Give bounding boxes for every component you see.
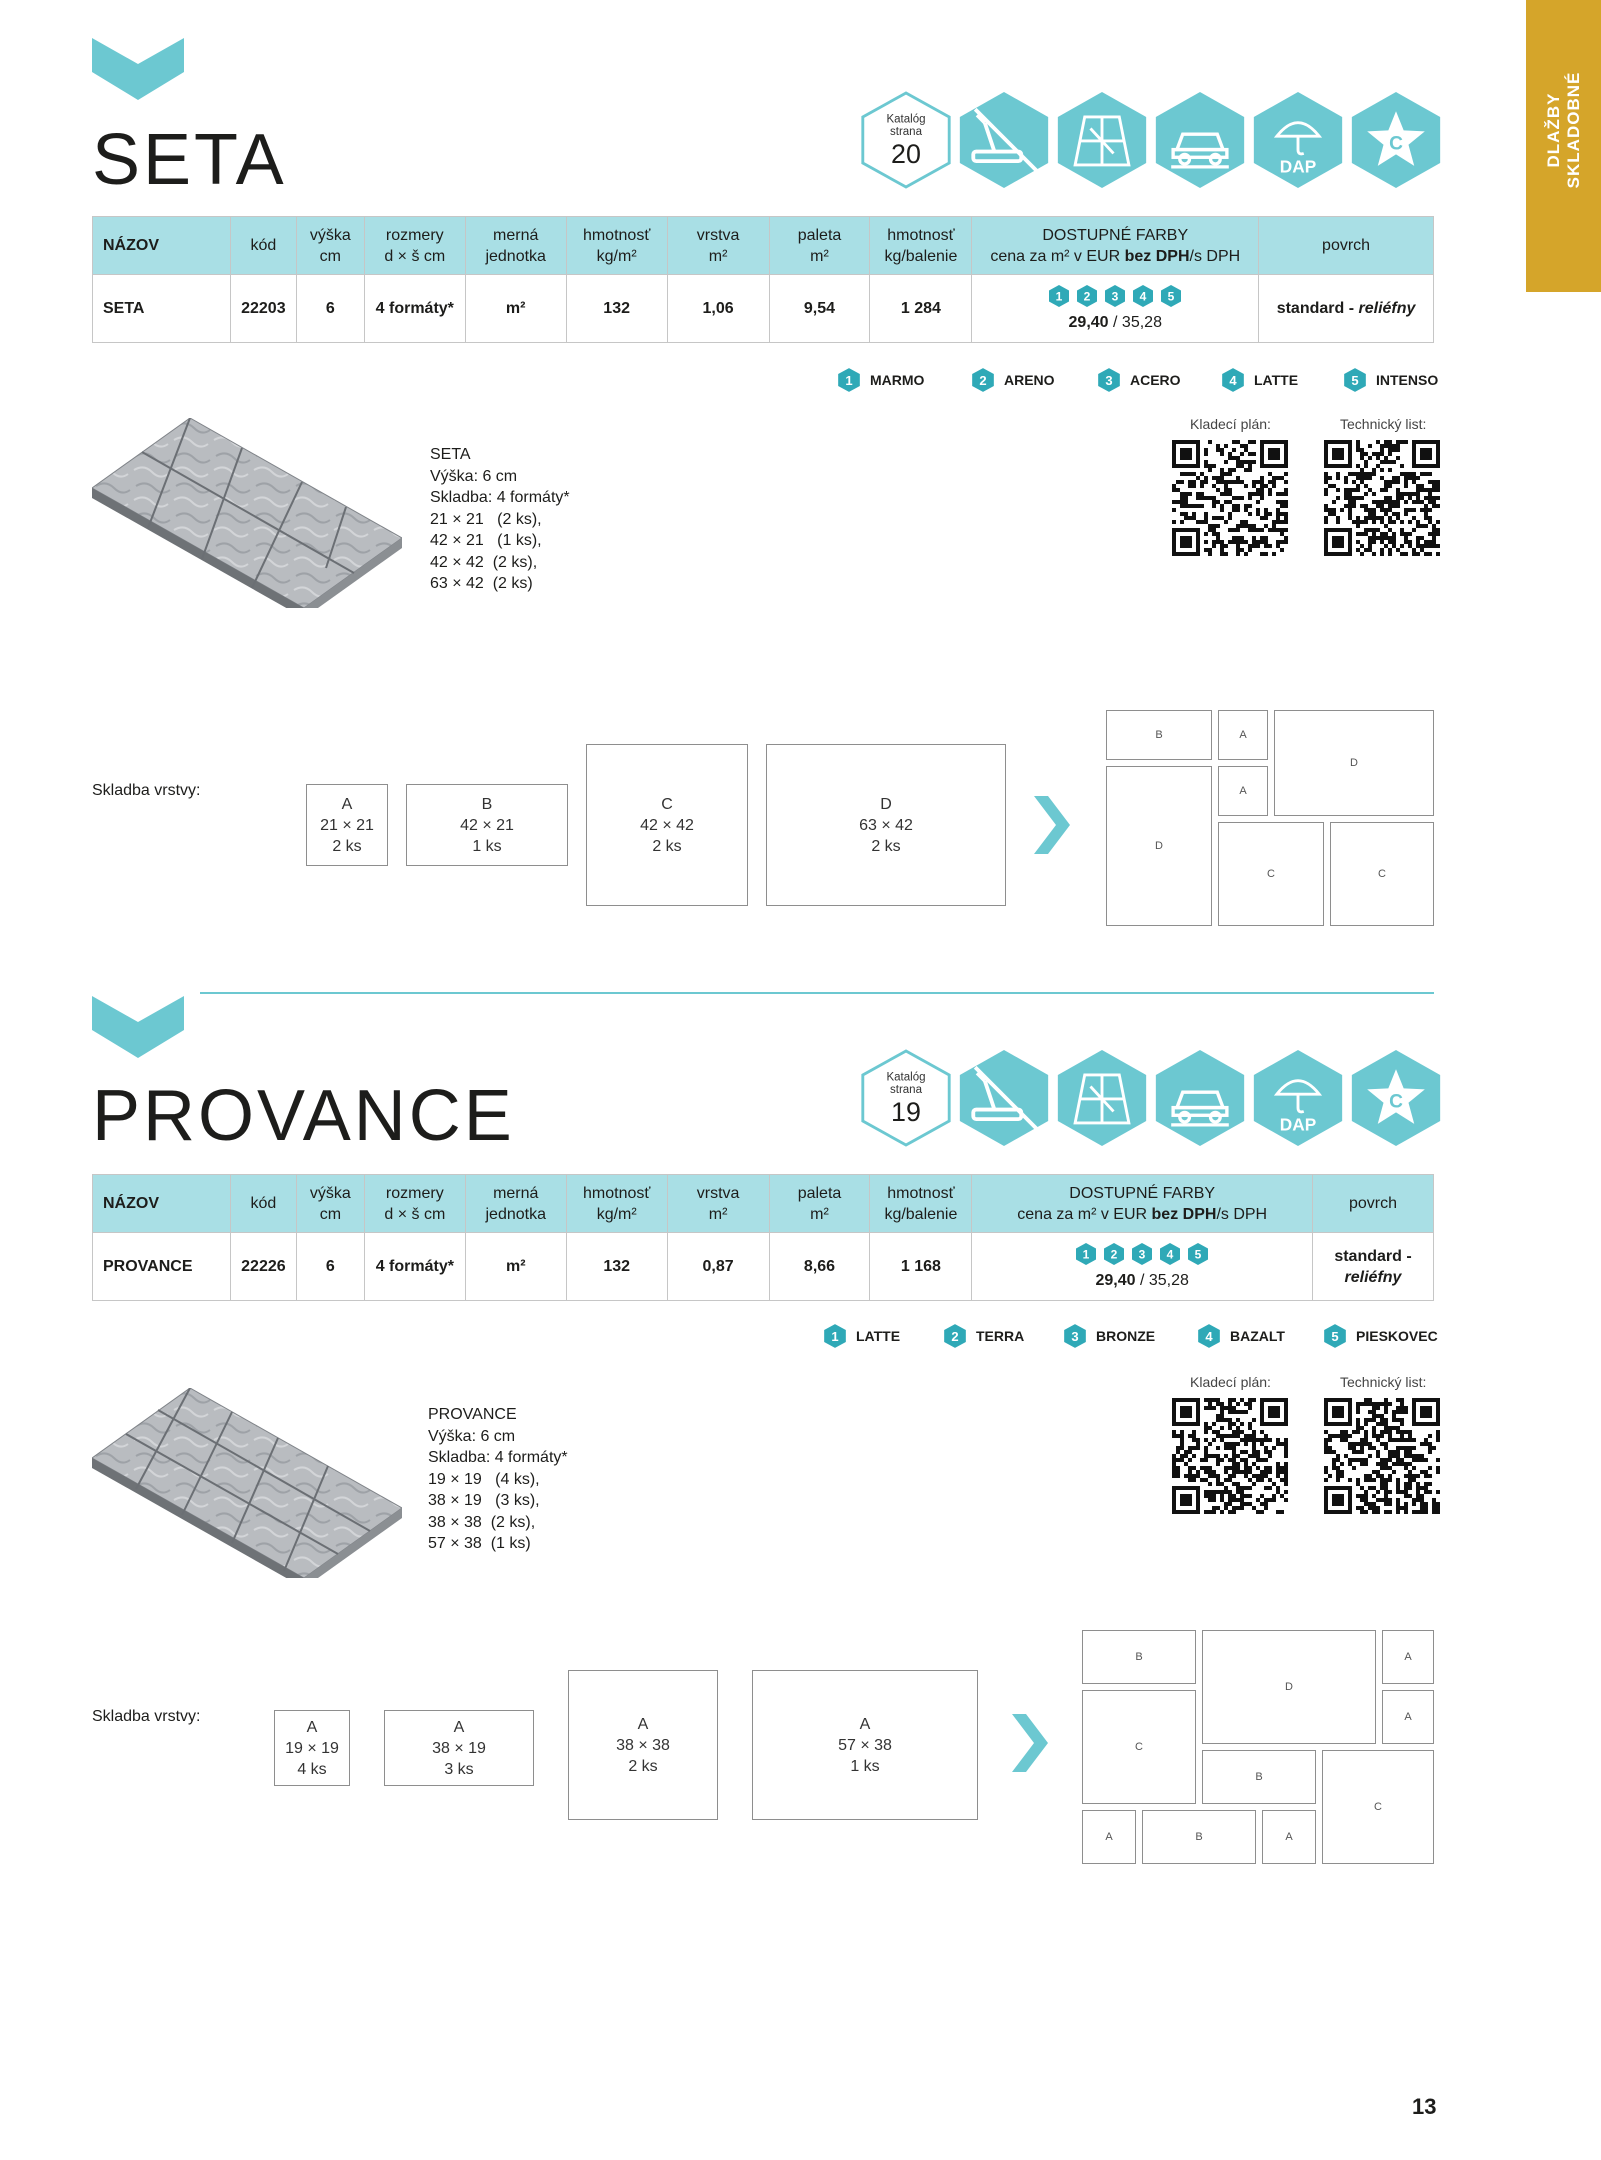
color-dot-4-icon xyxy=(1131,284,1155,308)
color-dots xyxy=(976,1242,1308,1266)
color-dot-5-icon xyxy=(1159,284,1183,308)
svg-text:C: C xyxy=(1389,1091,1403,1113)
product-title: PROVANCE xyxy=(92,1076,515,1156)
col-weight: hmotnosť kg/m² xyxy=(566,1175,667,1233)
svg-text:C: C xyxy=(1389,133,1403,155)
col-unit: merná jednotka xyxy=(465,1175,566,1233)
svg-text:1: 1 xyxy=(845,372,853,388)
pattern-tile: D xyxy=(1106,766,1212,926)
col-unit: merná jednotka xyxy=(465,217,566,275)
pavement-pattern-icon xyxy=(1054,1046,1150,1150)
col-name: NÁZOV xyxy=(93,217,231,275)
table-row: PROVANCE 22226 6 4 formáty* m² 132 0,87 8,66 1 168 1 2 3 4 5 29,40 / 35,28 standard - reliéfny xyxy=(93,1233,1434,1301)
svg-text:1: 1 xyxy=(831,1328,839,1344)
pattern-tile: C xyxy=(1082,1690,1196,1804)
legend-item: 3 BRONZE xyxy=(1062,1322,1155,1350)
skladba-label: Skladba vrstvy: xyxy=(92,782,201,799)
col-height: výška cm xyxy=(296,217,364,275)
pattern-tile: B xyxy=(1202,1750,1316,1804)
pattern-tile: B xyxy=(1142,1810,1256,1864)
c-star-icon xyxy=(1348,1046,1444,1150)
col-weight-pack: hmotnosť kg/balenie xyxy=(870,217,972,275)
chevron-down-icon xyxy=(92,996,184,1058)
format-box: C 42 × 42 2 ks xyxy=(586,744,748,906)
chevron-right-icon xyxy=(1012,1714,1048,1772)
dap-umbrella-icon xyxy=(1250,1046,1346,1150)
paving-stone-image xyxy=(92,418,402,608)
pattern-tile: C xyxy=(1330,822,1434,926)
svg-text:3: 3 xyxy=(1105,372,1113,388)
col-pallet: paleta m² xyxy=(769,1175,870,1233)
pattern-tile: B xyxy=(1082,1630,1196,1684)
surface-cell: standard - reliéfny xyxy=(1313,1233,1434,1301)
svg-text:2: 2 xyxy=(951,1328,959,1344)
paving-stone-image xyxy=(92,1388,402,1578)
feature-icons-row xyxy=(858,1046,1438,1150)
pattern-tile: D xyxy=(1202,1630,1376,1744)
svg-text:4: 4 xyxy=(1139,289,1147,304)
no-vibration-plate-icon xyxy=(956,1046,1052,1150)
legend-item: 2 TERRA xyxy=(942,1322,1024,1350)
svg-text:19: 19 xyxy=(891,1097,921,1128)
price-cell: 1 2 3 4 5 29,40 / 35,28 xyxy=(972,1233,1313,1301)
col-dims: rozmery d × š cm xyxy=(364,1175,465,1233)
col-height: výška cm xyxy=(296,1175,364,1233)
skladba-label: Skladba vrstvy: xyxy=(92,1708,201,1725)
legend-item: 5 PIESKOVEC xyxy=(1322,1322,1438,1350)
pavement-pattern-icon xyxy=(1054,88,1150,192)
surface-cell: standard - reliéfny xyxy=(1259,275,1434,343)
col-dims: rozmery d × š cm xyxy=(364,217,465,275)
legend-item: 2 ARENO xyxy=(970,366,1055,394)
svg-text:20: 20 xyxy=(891,139,921,170)
car-on-pavement-icon xyxy=(1152,1046,1248,1150)
color-legend xyxy=(836,366,1439,398)
format-box: B 42 × 21 1 ks xyxy=(406,784,568,866)
format-box: A 38 × 38 2 ks xyxy=(568,1670,718,1820)
car-on-pavement-icon xyxy=(1152,88,1248,192)
col-code: kód xyxy=(230,1175,296,1233)
qr-plan-label: Kladecí plán: xyxy=(1190,416,1271,432)
no-vibration-plate-icon xyxy=(956,88,1052,192)
table-row: SETA 22203 6 4 formáty* m² 132 1,06 9,54 1 284 1 2 3 4 5 29,40 / 35,28 standard - reliéfny xyxy=(93,275,1434,343)
pattern-tile: D xyxy=(1274,710,1434,816)
svg-text:1: 1 xyxy=(1082,1247,1090,1262)
svg-text:3: 3 xyxy=(1138,1247,1146,1262)
pattern-tile: A xyxy=(1382,1690,1434,1744)
qr-code-icon[interactable] xyxy=(1324,1398,1440,1514)
svg-text:DAP: DAP xyxy=(1279,1114,1317,1135)
col-surface: povrch xyxy=(1313,1175,1434,1233)
price-cell: 1 2 3 4 5 29,40 / 35,28 xyxy=(972,275,1259,343)
pattern-tile: A xyxy=(1218,710,1268,760)
col-surface: povrch xyxy=(1259,217,1434,275)
qr-plan-label: Kladecí plán: xyxy=(1190,1374,1271,1390)
pattern-tile: A xyxy=(1218,766,1268,816)
svg-text:5: 5 xyxy=(1331,1328,1339,1344)
pattern-tile: C xyxy=(1322,1750,1434,1864)
feature-icons-row xyxy=(858,88,1438,192)
section-divider xyxy=(200,992,1434,994)
col-colors: DOSTUPNÉ FARBY cena za m² v EUR bez DPH/s DPH xyxy=(972,1175,1313,1233)
c-star-icon xyxy=(1348,88,1444,192)
color-dot-4-icon xyxy=(1158,1242,1182,1266)
category-side-tab xyxy=(1526,0,1601,292)
page-number: 13 xyxy=(1412,2094,1437,2119)
col-layer: vrstva m² xyxy=(667,1175,769,1233)
pattern-tile: A xyxy=(1382,1630,1434,1684)
chevron-right-icon xyxy=(1034,796,1070,854)
col-colors: DOSTUPNÉ FARBY cena za m² v EUR bez DPH/s DPH xyxy=(972,217,1259,275)
color-dot-1-icon xyxy=(1047,284,1071,308)
color-dot-3-icon xyxy=(1103,284,1127,308)
svg-text:Katalóg: Katalóg xyxy=(886,113,926,126)
qr-code-icon[interactable] xyxy=(1324,440,1440,556)
svg-text:4: 4 xyxy=(1166,1247,1174,1262)
product-title: SETA xyxy=(92,120,287,200)
svg-text:1: 1 xyxy=(1055,289,1063,304)
col-layer: vrstva m² xyxy=(667,217,769,275)
svg-text:2: 2 xyxy=(1083,289,1091,304)
qr-code-icon[interactable] xyxy=(1172,1398,1288,1514)
qr-code-icon[interactable] xyxy=(1172,440,1288,556)
svg-text:Katalóg: Katalóg xyxy=(886,1071,926,1084)
svg-text:5: 5 xyxy=(1351,372,1359,388)
svg-text:5: 5 xyxy=(1194,1247,1202,1262)
color-legend xyxy=(822,1322,1438,1354)
catalog-page-badge xyxy=(858,88,954,192)
table-header-row xyxy=(93,217,1434,275)
pattern-tile: B xyxy=(1106,710,1212,760)
legend-item: 1 MARMO xyxy=(836,366,924,394)
format-box: D 63 × 42 2 ks xyxy=(766,744,1006,906)
svg-text:4: 4 xyxy=(1229,372,1237,388)
legend-item: 4 BAZALT xyxy=(1196,1322,1285,1350)
color-dot-5-icon xyxy=(1186,1242,1210,1266)
svg-text:4: 4 xyxy=(1205,1328,1213,1344)
legend-item: 4 LATTE xyxy=(1220,366,1298,394)
svg-text:2: 2 xyxy=(1110,1247,1118,1262)
legend-item: 1 LATTE xyxy=(822,1322,900,1350)
spec-table xyxy=(92,1174,1434,1301)
category-label: DLAŽBY SKLADOBNÉ xyxy=(1543,71,1583,189)
product-description: SETA Výška: 6 cm Skladba: 4 formáty* 21 × 21 (2 ks), 42 × 21 (1 ks), 42 × 42 (2 ks), 63 × 42 (2 ks) xyxy=(430,446,570,592)
catalog-page-badge xyxy=(858,1046,954,1150)
format-box: A 19 × 19 4 ks xyxy=(274,1710,350,1786)
pattern-tile: A xyxy=(1262,1810,1316,1864)
format-box: A 57 × 38 1 ks xyxy=(752,1670,978,1820)
color-dot-2-icon xyxy=(1102,1242,1126,1266)
format-box: A 38 × 19 3 ks xyxy=(384,1710,534,1786)
format-box: A 21 × 21 2 ks xyxy=(306,784,388,866)
svg-text:5: 5 xyxy=(1167,289,1175,304)
dap-umbrella-icon xyxy=(1250,88,1346,192)
col-weight-pack: hmotnosť kg/balenie xyxy=(870,1175,972,1233)
svg-text:strana: strana xyxy=(889,1084,923,1097)
color-dot-2-icon xyxy=(1075,284,1099,308)
color-dots xyxy=(976,284,1254,308)
legend-item: 5 INTENSO xyxy=(1342,366,1438,394)
col-weight: hmotnosť kg/m² xyxy=(566,217,667,275)
spec-table xyxy=(92,216,1434,343)
pattern-tile: A xyxy=(1082,1810,1136,1864)
color-dot-3-icon xyxy=(1130,1242,1154,1266)
legend-item: 3 ACERO xyxy=(1096,366,1181,394)
col-pallet: paleta m² xyxy=(769,217,870,275)
svg-text:3: 3 xyxy=(1111,289,1119,304)
pattern-tile: C xyxy=(1218,822,1324,926)
col-code: kód xyxy=(230,217,296,275)
table-header-row xyxy=(93,1175,1434,1233)
svg-text:DAP: DAP xyxy=(1279,156,1317,177)
qr-tech-label: Technický list: xyxy=(1340,1374,1427,1390)
svg-text:3: 3 xyxy=(1071,1328,1079,1344)
svg-text:strana: strana xyxy=(889,126,923,139)
chevron-down-icon xyxy=(92,38,184,100)
product-description: PROVANCE Výška: 6 cm Skladba: 4 formáty* 19 × 19 (4 ks), 38 × 19 (3 ks), 38 × 38 (2 ks), 57 × 38 (1 ks) xyxy=(428,1406,568,1552)
col-name: NÁZOV xyxy=(93,1175,231,1233)
svg-text:2: 2 xyxy=(979,372,987,388)
qr-tech-label: Technický list: xyxy=(1340,416,1427,432)
color-dot-1-icon xyxy=(1074,1242,1098,1266)
